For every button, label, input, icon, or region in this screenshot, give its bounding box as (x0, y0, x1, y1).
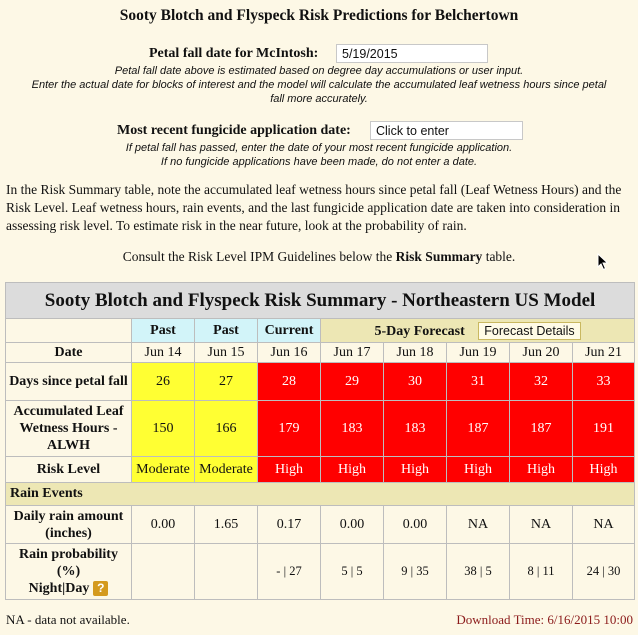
days-cell: 29 (321, 363, 384, 401)
risk-summary-table (5, 282, 635, 600)
risk-cell: High (573, 457, 635, 483)
alwh-cell: 150 (132, 401, 195, 457)
rain-prob-cell: 9 | 35 (384, 544, 447, 600)
group-past-2: Past (195, 319, 258, 343)
night-day-label (6, 580, 131, 597)
date-cell: Jun 17 (321, 343, 384, 363)
risk-cell: Moderate (195, 457, 258, 483)
row-label-days: Days since petal fall (6, 363, 132, 401)
group-forecast (321, 319, 635, 343)
risk-cell: High (384, 457, 447, 483)
row-label-date: Date (6, 343, 132, 363)
row-label-rain-prob (6, 544, 132, 600)
rain-amount-cell: NA (573, 506, 635, 544)
help-icon[interactable]: ? (93, 581, 108, 596)
rain-events-section: Rain Events (6, 483, 635, 506)
fungicide-note-2: If no fungicide applications have been made, do not enter a date. (160, 156, 478, 168)
petal-fall-label: Petal fall date for McIntosh: (149, 46, 319, 61)
rain-amount-cell: 0.00 (384, 506, 447, 544)
date-cell: Jun 14 (132, 343, 195, 363)
petal-fall-note-1: Petal fall date above is estimated based on degree day accumulations or user input. (114, 65, 524, 77)
rain-prob-label: Rain probability (%) (19, 547, 118, 579)
days-cell: 32 (510, 363, 573, 401)
alwh-cell: 183 (384, 401, 447, 457)
group-past-1: Past (132, 319, 195, 343)
row-label-alwh: Accumulated Leaf Wetness Hours - ALWH (6, 401, 132, 457)
date-cell: Jun 18 (384, 343, 447, 363)
days-cell: 31 (447, 363, 510, 401)
rain-prob-cell (132, 544, 195, 600)
rain-prob-cell (195, 544, 258, 600)
risk-cell: High (447, 457, 510, 483)
forecast-details-button[interactable]: Forecast Details (478, 322, 580, 340)
alwh-cell: 187 (447, 401, 510, 457)
rain-prob-cell: 38 | 5 (447, 544, 510, 600)
date-cell: Jun 15 (195, 343, 258, 363)
petal-fall-note-2: Enter the actual date for blocks of interest and the model will calculate the accumulated leaf wetness hours since petal (31, 79, 607, 91)
group-current: Current (258, 319, 321, 343)
alwh-cell: 183 (321, 401, 384, 457)
days-cell: 26 (132, 363, 195, 401)
fungicide-label: Most recent fungicide application date: (117, 123, 351, 138)
alwh-cell: 166 (195, 401, 258, 457)
row-label-rain-amount: Daily rain amount (inches) (6, 506, 132, 544)
date-cell: Jun 16 (258, 343, 321, 363)
risk-cell: High (258, 457, 321, 483)
rain-amount-cell: NA (510, 506, 573, 544)
rain-amount-cell: NA (447, 506, 510, 544)
blank-corner (6, 319, 132, 343)
risk-cell: High (321, 457, 384, 483)
days-cell: 28 (258, 363, 321, 401)
consult-bold: Risk Summary (395, 249, 483, 264)
consult-post: table. (482, 249, 516, 264)
fungicide-note-1: If petal fall has passed, enter the date of your most recent fungicide application. (125, 142, 513, 154)
days-cell: 33 (573, 363, 635, 401)
na-note: NA - data not available. (6, 612, 130, 627)
rain-amount-cell: 0.17 (258, 506, 321, 544)
forecast-label: 5-Day Forecast (374, 323, 465, 339)
download-time: Download Time: 6/16/2015 10:00 (456, 612, 633, 627)
rain-prob-cell: 24 | 30 (573, 544, 635, 600)
alwh-cell: 187 (510, 401, 573, 457)
rain-prob-cell: 8 | 11 (510, 544, 573, 600)
alwh-cell: 179 (258, 401, 321, 457)
date-cell: Jun 19 (447, 343, 510, 363)
rain-prob-cell: - | 27 (258, 544, 321, 600)
petal-fall-date-input[interactable]: 5/19/2015 (336, 44, 488, 63)
rain-amount-cell: 1.65 (195, 506, 258, 544)
mouse-cursor-icon (597, 253, 609, 271)
page-title: Sooty Blotch and Flyspeck Risk Predictions for Belchertown (119, 7, 519, 24)
risk-cell: High (510, 457, 573, 483)
intro-paragraph: In the Risk Summary table, note the accumulated leaf wetness hours since petal fall (Leaf Wetness Hours) and the Risk Level. Leaf wetness hours, rain events, and the last fungicide application date are taken into consideration in assessing risk level. To estimate risk in the near future, look at the probability of rain. (6, 182, 622, 233)
rain-prob-cell: 5 | 5 (321, 544, 384, 600)
fungicide-date-input[interactable]: Click to enter (370, 121, 523, 140)
petal-fall-note-3: fall more accurately. (270, 93, 368, 105)
risk-cell: Moderate (132, 457, 195, 483)
row-label-risk: Risk Level (6, 457, 132, 483)
night-day-text: Night|Day (28, 581, 90, 596)
alwh-cell: 191 (573, 401, 635, 457)
rain-amount-cell: 0.00 (321, 506, 384, 544)
rain-amount-cell: 0.00 (132, 506, 195, 544)
days-cell: 27 (195, 363, 258, 401)
table-title: Sooty Blotch and Flyspeck Risk Summary - Northeastern US Model (6, 283, 635, 319)
consult-pre: Consult the Risk Level IPM Guidelines below the (122, 249, 396, 264)
consult-text (0, 249, 638, 265)
date-cell: Jun 21 (573, 343, 635, 363)
date-cell: Jun 20 (510, 343, 573, 363)
days-cell: 30 (384, 363, 447, 401)
